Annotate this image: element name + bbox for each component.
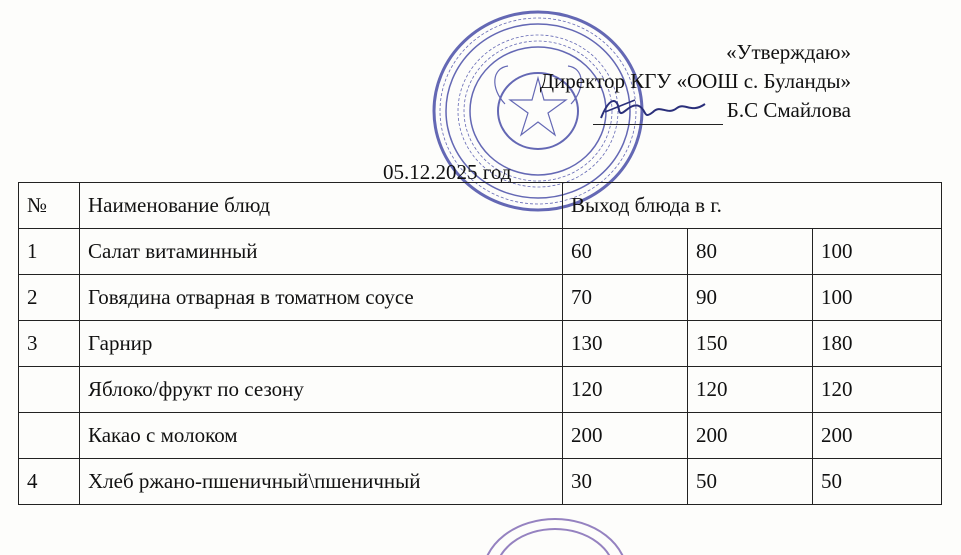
table-row	[19, 367, 942, 413]
approval-block	[540, 38, 851, 133]
row-number	[19, 413, 80, 459]
table-row	[19, 413, 942, 459]
yield-value: 50	[688, 459, 813, 505]
dish-name: Говядина отварная в томатном соусе	[80, 275, 563, 321]
yield-value: 80	[688, 229, 813, 275]
signature-icon	[595, 92, 715, 126]
dish-name: Хлеб ржано-пшеничный\пшеничный	[80, 459, 563, 505]
yield-value: 60	[563, 229, 688, 275]
table-row	[19, 275, 942, 321]
row-number	[19, 367, 80, 413]
official-seal-icon	[480, 515, 630, 555]
director-position: Директор КГУ «ООШ с. Буланды»	[539, 69, 851, 93]
header-dish-name: Наименование блюд	[80, 183, 563, 229]
yield-value: 150	[688, 321, 813, 367]
row-number: 3	[19, 321, 80, 367]
yield-value: 120	[688, 367, 813, 413]
yield-value: 120	[563, 367, 688, 413]
header-yield: Выход блюда в г.	[563, 183, 942, 229]
row-number: 2	[19, 275, 80, 321]
row-number: 4	[19, 459, 80, 505]
table-row	[19, 459, 942, 505]
dish-name: Салат витаминный	[80, 229, 563, 275]
yield-value: 200	[563, 413, 688, 459]
row-number: 1	[19, 229, 80, 275]
yield-value: 120	[813, 367, 942, 413]
dish-name: Гарнир	[80, 321, 563, 367]
signature-row	[593, 96, 851, 125]
yield-value: 200	[688, 413, 813, 459]
yield-value: 100	[813, 275, 942, 321]
yield-value: 90	[688, 275, 813, 321]
dish-name: Яблоко/фрукт по сезону	[80, 367, 563, 413]
dish-name: Какао с молоком	[80, 413, 563, 459]
yield-value: 130	[563, 321, 688, 367]
yield-value: 30	[563, 459, 688, 505]
yield-value: 50	[813, 459, 942, 505]
signature-line	[593, 100, 723, 125]
yield-value: 180	[813, 321, 942, 367]
yield-value: 200	[813, 413, 942, 459]
document-date: 05.12.2025 год	[383, 160, 512, 184]
director-name: Б.С Смайлова	[726, 98, 851, 122]
approval-title: «Утверждаю»	[726, 40, 851, 64]
table-header-row	[19, 183, 942, 229]
menu-table	[18, 182, 942, 505]
table-row	[19, 321, 942, 367]
header-number: №	[19, 183, 80, 229]
yield-value: 100	[813, 229, 942, 275]
table-row	[19, 229, 942, 275]
yield-value: 70	[563, 275, 688, 321]
